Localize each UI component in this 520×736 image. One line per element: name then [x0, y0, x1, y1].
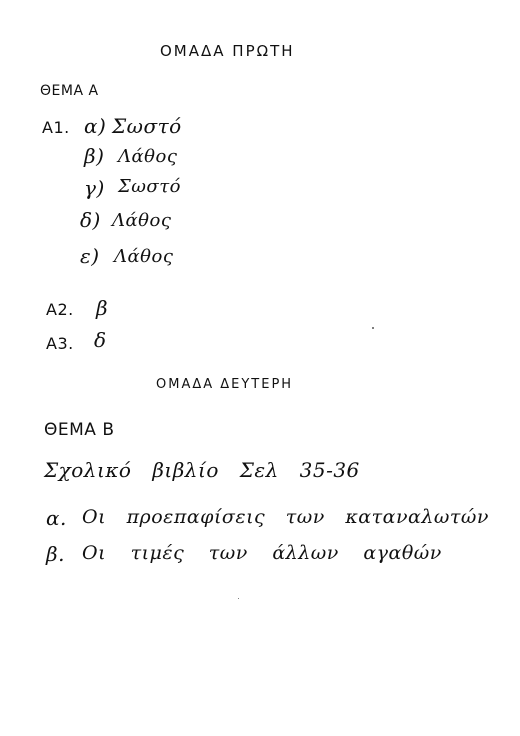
a1-item-answer: Λάθος	[114, 246, 174, 267]
a3-label: Α3.	[46, 334, 74, 353]
a1-item-letter: ε)	[80, 244, 100, 268]
a3-answer: δ	[94, 328, 107, 352]
b-item-text: Οι τιμές των άλλων αγαθών	[82, 542, 442, 564]
a1-item-answer: Σωστό	[112, 114, 182, 138]
a1-item-letter: δ)	[80, 208, 101, 232]
scan-speck	[238, 598, 239, 599]
a1-item-answer: Λάθος	[112, 210, 172, 231]
b-item-letter: α.	[46, 506, 67, 530]
a1-item-answer: Σωστό	[118, 176, 181, 197]
topic-b-heading: ΘΕΜΑ Β	[44, 420, 115, 440]
a2-answer: β	[96, 296, 109, 320]
a1-item-letter: β)	[84, 144, 105, 168]
a1-label: Α1.	[42, 118, 70, 137]
b-item-text: Οι προεπαφίσεις των καταναλωτών	[82, 506, 489, 528]
group-one-title: ΟΜΑΔΑ ΠΡΩΤΗ	[160, 42, 295, 60]
a1-item-letter: α)	[84, 114, 107, 138]
group-two-title: ΟΜΑΔΑ ΔΕΥΤΕΡΗ	[156, 377, 294, 392]
book-reference: Σχολικό βιβλίο Σελ 35-36	[44, 458, 360, 482]
scan-speck	[372, 327, 374, 329]
a1-item-letter: γ)	[84, 176, 105, 200]
b-item-letter: β.	[46, 542, 65, 566]
a2-label: Α2.	[46, 300, 74, 319]
a1-item-answer: Λάθος	[118, 146, 178, 167]
topic-a-heading: ΘΕΜΑ Α	[40, 83, 99, 99]
